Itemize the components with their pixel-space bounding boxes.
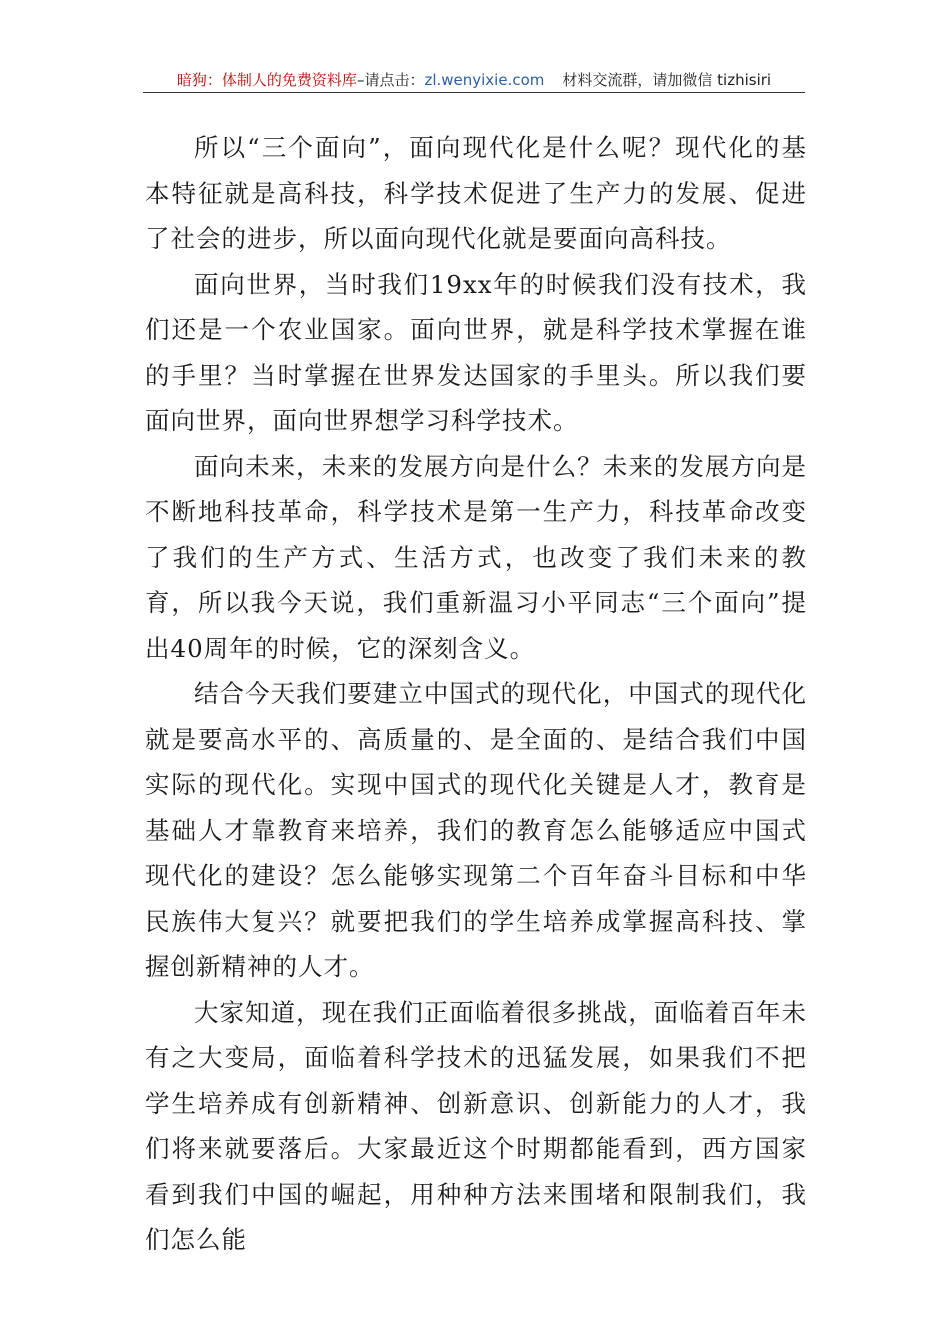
paragraph: 结合今天我们要建立中国式的现代化，中国式的现代化就是要高水平的、高质量的、是全面的、是结合我们中国实际的现代化。实现中国式的现代化关键是人才，教育是基础人才靠教育来培养，我们的教育怎么能够适应中国式现代化的建设？怎么能够实现第二个百年奋斗目标和中华民族伟大复兴？就要把我们的学生培养成掌握高科技、掌握创新精神的人才。 — [145, 679, 807, 981]
paragraph: 所以“三个面向”，面向现代化是什么呢？现代化的基本特征就是高科技，科学技术促进了生产力的发展、促进了社会的进步，所以面向现代化就是要面向高科技。 — [145, 133, 807, 253]
header-click-text: –请点击： — [356, 71, 425, 89]
paragraph: 面向未来，未来的发展方向是什么？未来的发展方向是不断地科技革命，科学技术是第一生产力，科技革命改变了我们的生产方式、生活方式，也改变了我们未来的教育，所以我今天说，我们重新温习小平同志“三个面向”提出40周年的时候，它的深刻含义。 — [145, 451, 807, 663]
document-body — [145, 125, 807, 1263]
header-group-text: 材料交流群，请加微信 tizhisiri — [562, 71, 772, 89]
paragraph: 大家知道，现在我们正面临着很多挑战，面临着百年未有之大变局，面临着科学技术的迅猛发展，如果我们不把学生培养成有创新精神、创新意识、创新能力的人才，我们将来就要落后。大家最近这个时期都能看到，西方国家看到我们中国的崛起，用种种方法来围堵和限制我们，我们怎么能 — [145, 997, 807, 1254]
paragraph: 面向世界，当时我们19xx年的时候我们没有技术，我们还是一个农业国家。面向世界，就是科学技术掌握在谁的手里？当时掌握在世界发达国家的手里头。所以我们要面向世界，面向世界想学习科学技术。 — [145, 269, 807, 435]
header-url-link[interactable]: zl.wenyixie.com — [424, 71, 545, 89]
header-promo-text: 暗狗：体制人的免费资料库 — [176, 71, 357, 89]
page-header — [143, 70, 805, 93]
